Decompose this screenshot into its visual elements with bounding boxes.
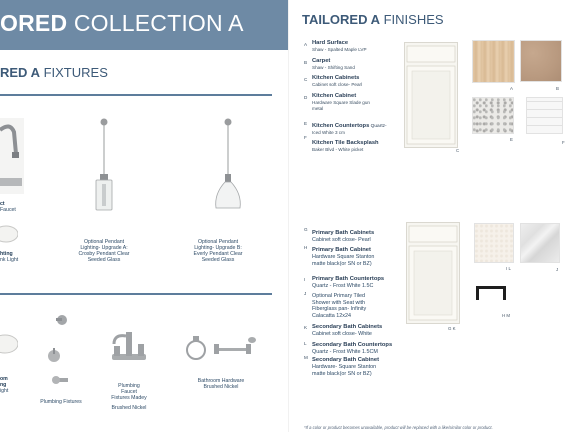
plumbing-fixtures-image bbox=[46, 312, 74, 392]
bath-light-caption: om ng ight bbox=[0, 376, 9, 394]
kitchen-faucet-image bbox=[0, 118, 24, 194]
list-item: Secondary Bath Countertops Quartz - Frost White 1.5CM bbox=[312, 342, 393, 355]
shower-tile-swatch bbox=[520, 223, 560, 263]
item-letter: E bbox=[304, 121, 308, 126]
pendant-a-caption: Optional Pendant Lighting- Upgrade A: Crosby Pendant Clear Seeded Glass bbox=[78, 239, 130, 263]
item-letter: G bbox=[304, 227, 308, 232]
item-letter: M bbox=[304, 355, 308, 360]
plumbing-fixtures-caption: Plumbing Fixtures bbox=[40, 399, 82, 405]
kitchen-countertop-swatch bbox=[472, 97, 514, 134]
item-letter: A bbox=[304, 42, 308, 47]
light-caption: hting nk Light bbox=[0, 251, 19, 263]
fixtures-divider-bottom bbox=[0, 293, 272, 295]
backsplash-swatch bbox=[526, 97, 563, 134]
item-letter: K bbox=[304, 325, 308, 330]
bath-hardware-caption: Bathroom Hardware Brushed Nickel bbox=[197, 378, 245, 390]
list-item: Optional Primary Tiled Shower with Seat with Fiberglass pan- Infinity Calacatta 12x24 bbox=[312, 293, 367, 319]
list-item: Secondary Bath Cabinets Cabinet soft close- White bbox=[312, 324, 383, 337]
page-separator bbox=[288, 0, 289, 432]
bath-light-image bbox=[0, 332, 18, 356]
bath-faucet-caption: Plumbing Faucet Fixtures Madey bbox=[111, 383, 147, 401]
bath-hardware-image bbox=[184, 328, 260, 366]
item-letter: D bbox=[304, 95, 308, 100]
swatch-label: E bbox=[510, 137, 513, 142]
item-letter: B bbox=[304, 60, 308, 65]
finishes-heading: TAILORED A FINISHES bbox=[302, 12, 444, 27]
footnote: *If a color or product becomes unavailable, product will be replaced with a like/similar color or product. bbox=[304, 425, 493, 430]
swatch-label: H M bbox=[502, 313, 511, 318]
item-letter: J bbox=[304, 291, 307, 296]
list-item: Primary Bath Countertops Quartz - Frost White 1.5C bbox=[312, 276, 385, 289]
kitchen-cabinet-swatch bbox=[404, 42, 458, 148]
collection-title: ORED COLLECTION A bbox=[0, 10, 244, 36]
item-letter: F bbox=[304, 135, 307, 140]
list-item: Primary Bath Cabinets Cabinet soft close- Pearl bbox=[312, 230, 375, 243]
faucet-caption: ct Faucet bbox=[0, 201, 16, 213]
bath-cabinet-swatch bbox=[406, 222, 460, 324]
list-item: Hard Surface Shaw - Spalted Maple LVP bbox=[312, 40, 367, 52]
fixtures-heading: RED A FIXTURES bbox=[0, 65, 108, 80]
list-item: Kitchen Cabinet Hardware Square Slade gun metal bbox=[312, 93, 370, 111]
pendant-b-image bbox=[212, 118, 244, 214]
swatch-label: C bbox=[456, 148, 460, 153]
item-letter: H bbox=[304, 245, 308, 250]
item-letter: L bbox=[304, 341, 307, 346]
swatch-label: J bbox=[556, 267, 559, 272]
item-letter: C bbox=[304, 77, 308, 82]
brushed-nickel-caption: Brushed Nickel bbox=[111, 405, 147, 411]
swatch-label: I L bbox=[506, 266, 511, 271]
swatch-label: G K bbox=[448, 326, 456, 331]
fixtures-divider-top bbox=[0, 94, 272, 96]
swatch-label: B bbox=[556, 86, 559, 91]
cabinet-pull-swatch bbox=[474, 282, 508, 302]
sink-light-image bbox=[0, 222, 18, 244]
swatch-label: A bbox=[510, 86, 513, 91]
pendant-b-caption: Optional Pendant Lighting- Upgrade B: Everly Pendant Clear Seeded Glass bbox=[193, 239, 243, 263]
hard-surface-swatch bbox=[472, 40, 515, 83]
bath-faucet-image bbox=[108, 326, 150, 366]
list-item: Primary Bath Cabinet Hardware Square Stanton matte black(or SN or BZ) bbox=[312, 247, 375, 267]
pendant-a-image bbox=[92, 118, 116, 214]
carpet-swatch bbox=[520, 40, 562, 82]
bath-countertop-swatch bbox=[474, 223, 514, 263]
list-item: Kitchen Cabinets Cabinet soft close- Pearl bbox=[312, 75, 363, 87]
swatch-label: F bbox=[562, 140, 565, 145]
list-item: Secondary Bath Cabinet Hardware- Square Stanton matte black(or SN or BZ) bbox=[312, 357, 380, 377]
list-item: Carpet Shaw - Shifting Sand bbox=[312, 58, 355, 70]
list-item: Kitchen Countertops Quartz- Iced White 3 cm bbox=[312, 123, 387, 135]
list-item: Kitchen Tile Backsplash Baker Blvd - White picket bbox=[312, 140, 379, 152]
item-letter: I bbox=[304, 277, 306, 282]
